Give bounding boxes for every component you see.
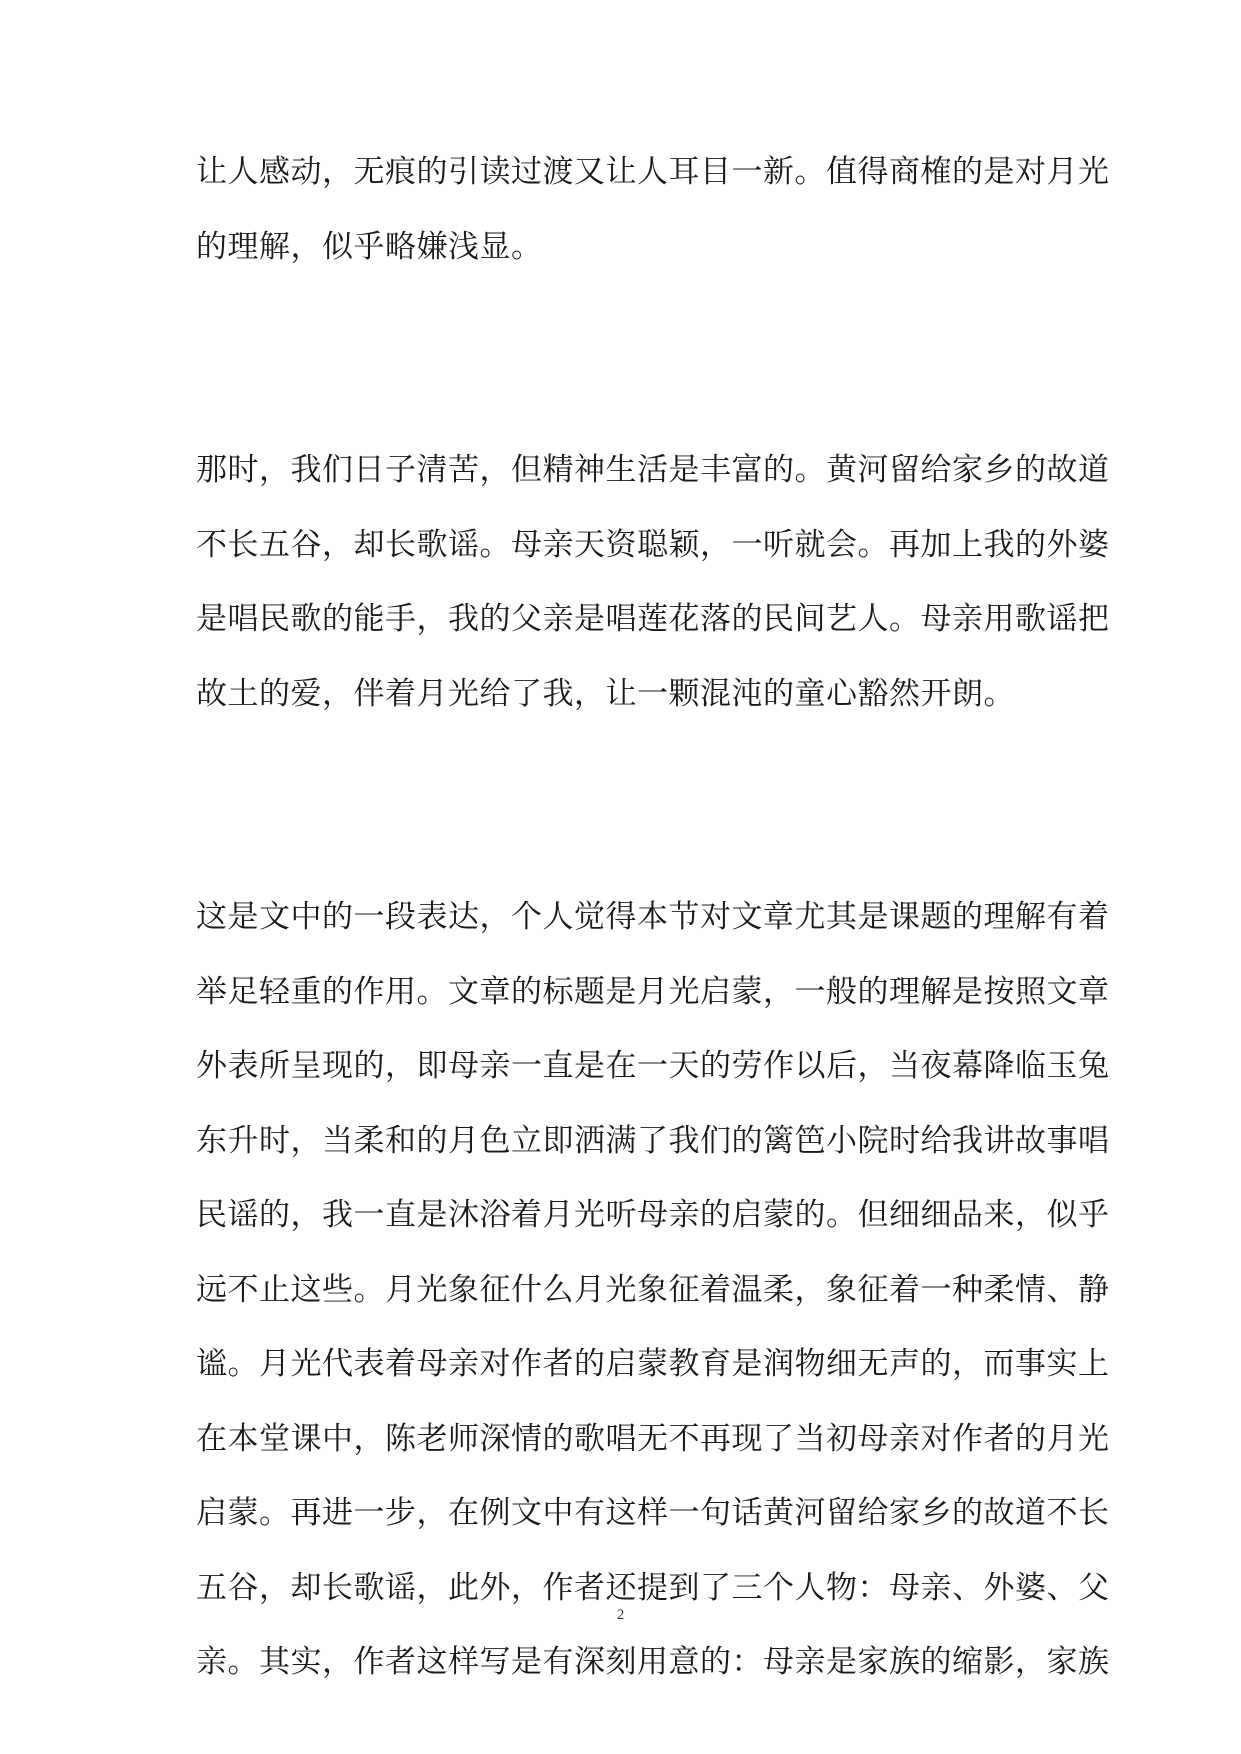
page-number: 2 bbox=[616, 1607, 625, 1623]
text-line: 这是文中的一段表达，个人觉得本节对文章尤其是课题的理解有着 bbox=[196, 899, 1110, 935]
paragraph-gap bbox=[196, 731, 1056, 880]
text-line: 五谷，却长歌谣，此外，作者还提到了三个人物：母亲、外婆、父 bbox=[196, 1569, 1110, 1606]
paragraph-3 bbox=[196, 880, 1110, 1700]
text-line: 谧。月光代表着母亲对作者的启蒙教育是润物细无声的，而事实上 bbox=[196, 1346, 1110, 1382]
text-line: 启蒙。再进一步，在例文中有这样一句话黄河留给家乡的故道不长 bbox=[196, 1495, 1110, 1531]
paragraph-gap bbox=[196, 284, 1056, 433]
text-line: 是唱民歌的能手，我的父亲是唱莲花落的民间艺人。母亲用歌谣把 bbox=[196, 601, 1110, 637]
text-line: 故土的爱，伴着月光给了我，让一颗混沌的童心豁然开朗。 bbox=[196, 675, 1015, 712]
text-line: 那时，我们日子清苦，但精神生活是丰富的。黄河留给家乡的故道 bbox=[196, 452, 1110, 488]
paragraph-1 bbox=[196, 135, 1110, 284]
text-line: 民谣的，我一直是沐浴着月光听母亲的启蒙的。但细细品来，似乎 bbox=[196, 1197, 1110, 1233]
text-line: 的理解，似乎略嫌浅显。 bbox=[196, 228, 543, 265]
text-line: 让人感动，无痕的引读过渡又让人耳目一新。值得商榷的是对月光 bbox=[196, 154, 1110, 190]
document-body bbox=[196, 135, 1110, 1700]
text-line: 在本堂课中，陈老师深情的歌唱无不再现了当初母亲对作者的月光 bbox=[196, 1420, 1110, 1457]
text-line: 亲。其实，作者这样写是有深刻用意的：母亲是家族的缩影，家族 bbox=[196, 1644, 1110, 1680]
paragraph-2 bbox=[196, 433, 1110, 731]
text-line: 东升时，当柔和的月色立即洒满了我们的篱笆小院时给我讲故事唱 bbox=[196, 1122, 1110, 1159]
text-line: 举足轻重的作用。文章的标题是月光启蒙，一般的理解是按照文章 bbox=[196, 973, 1110, 1010]
text-line: 外表所呈现的，即母亲一直是在一天的劳作以后，当夜幕降临玉兔 bbox=[196, 1048, 1110, 1084]
text-line: 不长五谷，却长歌谣。母亲天资聪颖，一听就会。再加上我的外婆 bbox=[196, 526, 1110, 563]
text-line: 远不止这些。月光象征什么月光象征着温柔，象征着一种柔情、静 bbox=[196, 1271, 1110, 1308]
